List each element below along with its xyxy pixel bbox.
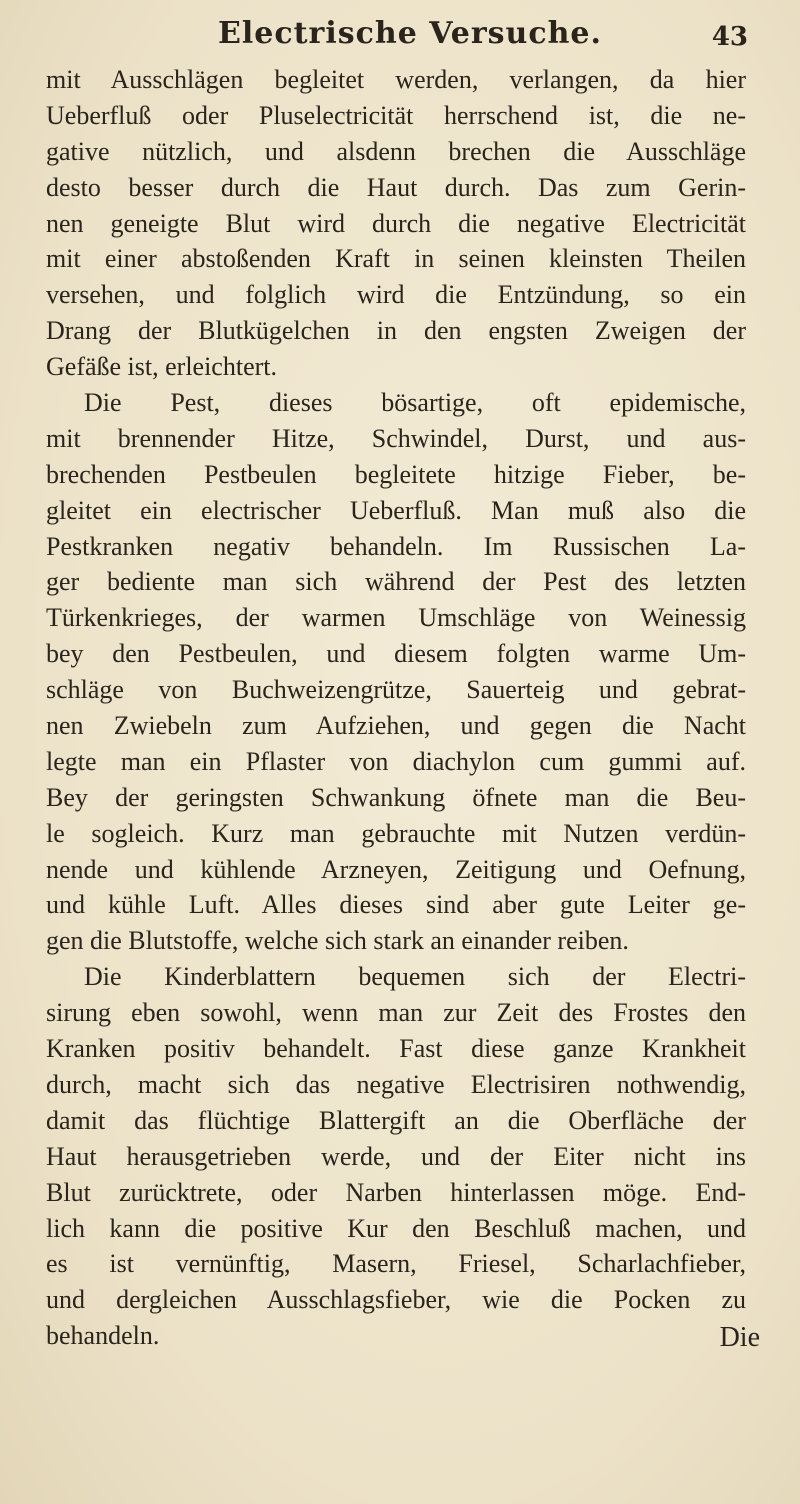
text-line: bey den Pestbeulen, und diesem folgten warme Um- [46,639,746,669]
paragraph-start-pest: Die Pest, dieses bösartige, oft epidemische, [84,388,746,418]
text-line: Ueberfluß oder Pluselectricität herrschend ist, die ne- [46,100,746,130]
text-line: Blut zurücktrete, oder Narben hinterlassen möge. End- [46,1177,746,1207]
text-line: nen geneigte Blut wird durch die negative Electricität [46,208,746,238]
text-line: gleitet ein electrischer Ueberfluß. Man muß also die [46,495,746,525]
text-line: und dergleichen Ausschlagsfieber, wie die Pocken zu [46,1285,746,1315]
text-line: ger bediente man sich während der Pest des letzten [46,567,746,597]
text-line: und kühle Luft. Alles dieses sind aber gute Leiter ge- [46,890,746,920]
text-line: lich kann die positive Kur den Beschluß machen, und [46,1213,746,1243]
running-head [60,12,760,60]
text-line: behandeln. [46,1321,160,1351]
text-line: Pestkranken negativ behandeln. Im Russischen La- [46,531,746,561]
text-line: desto besser durch die Haut durch. Das zum Gerin- [46,172,746,202]
text-line: durch, macht sich das negative Electrisiren nothwendig, [46,1069,746,1099]
body-text [46,62,746,1354]
text-line: schläge von Buchweizengrütze, Sauerteig und gebrat- [46,675,746,705]
text-line: Haut herausgetrieben werde, und der Eiter nicht ins [46,1141,746,1171]
text-line: versehen, und folglich wird die Entzündung, so ein [46,280,746,310]
text-line: gen die Blutstoffe, welche sich stark an einander reiben. [46,926,629,956]
catchword: Die [719,1322,760,1353]
text-line: le sogleich. Kurz man gebrauchte mit Nutzen verdün- [46,818,746,848]
paragraph-start-kinderblattern: Die Kinderblattern bequemen sich der Electri- [84,962,746,992]
text-line: Gefäße ist, erleichtert. [46,352,277,382]
text-line: sirung eben sowohl, wenn man zur Zeit des Frostes den [46,998,746,1028]
text-line: gative nützlich, und alsdenn brechen die Ausschläge [46,136,746,166]
text-line: mit einer abstoßenden Kraft in seinen kleinsten Theilen [46,244,746,274]
text-line: Bey der geringsten Schwankung öfnete man die Beu- [46,782,746,812]
running-title: Electrische Versuche. [218,16,602,51]
text-line: mit Ausschlägen begleitet werden, verlangen, da hier [46,65,746,94]
page-number: 43 [711,22,748,52]
text-line: nen Zwiebeln zum Aufziehen, und gegen die Nacht [46,711,746,741]
text-line: Drang der Blutkügelchen in den engsten Zweigen der [46,316,746,346]
text-line: brechenden Pestbeulen begleitete hitzige Fieber, be- [46,459,746,489]
text-line: Türkenkrieges, der warmen Umschläge von Weinessig [46,603,746,633]
text-line: mit brennender Hitze, Schwindel, Durst, und aus- [46,423,746,453]
text-line: nende und kühlende Arzneyen, Zeitigung und Oefnung, [46,854,746,884]
text-line: damit das flüchtige Blattergift an die Oberfläche der [46,1105,746,1135]
text-line: Kranken positiv behandelt. Fast diese ganze Krankheit [46,1034,746,1064]
text-line: es ist vernünftig, Masern, Friesel, Scharlachfieber, [46,1249,746,1279]
text-line: legte man ein Pflaster von diachylon cum gummi auf. [46,746,746,776]
